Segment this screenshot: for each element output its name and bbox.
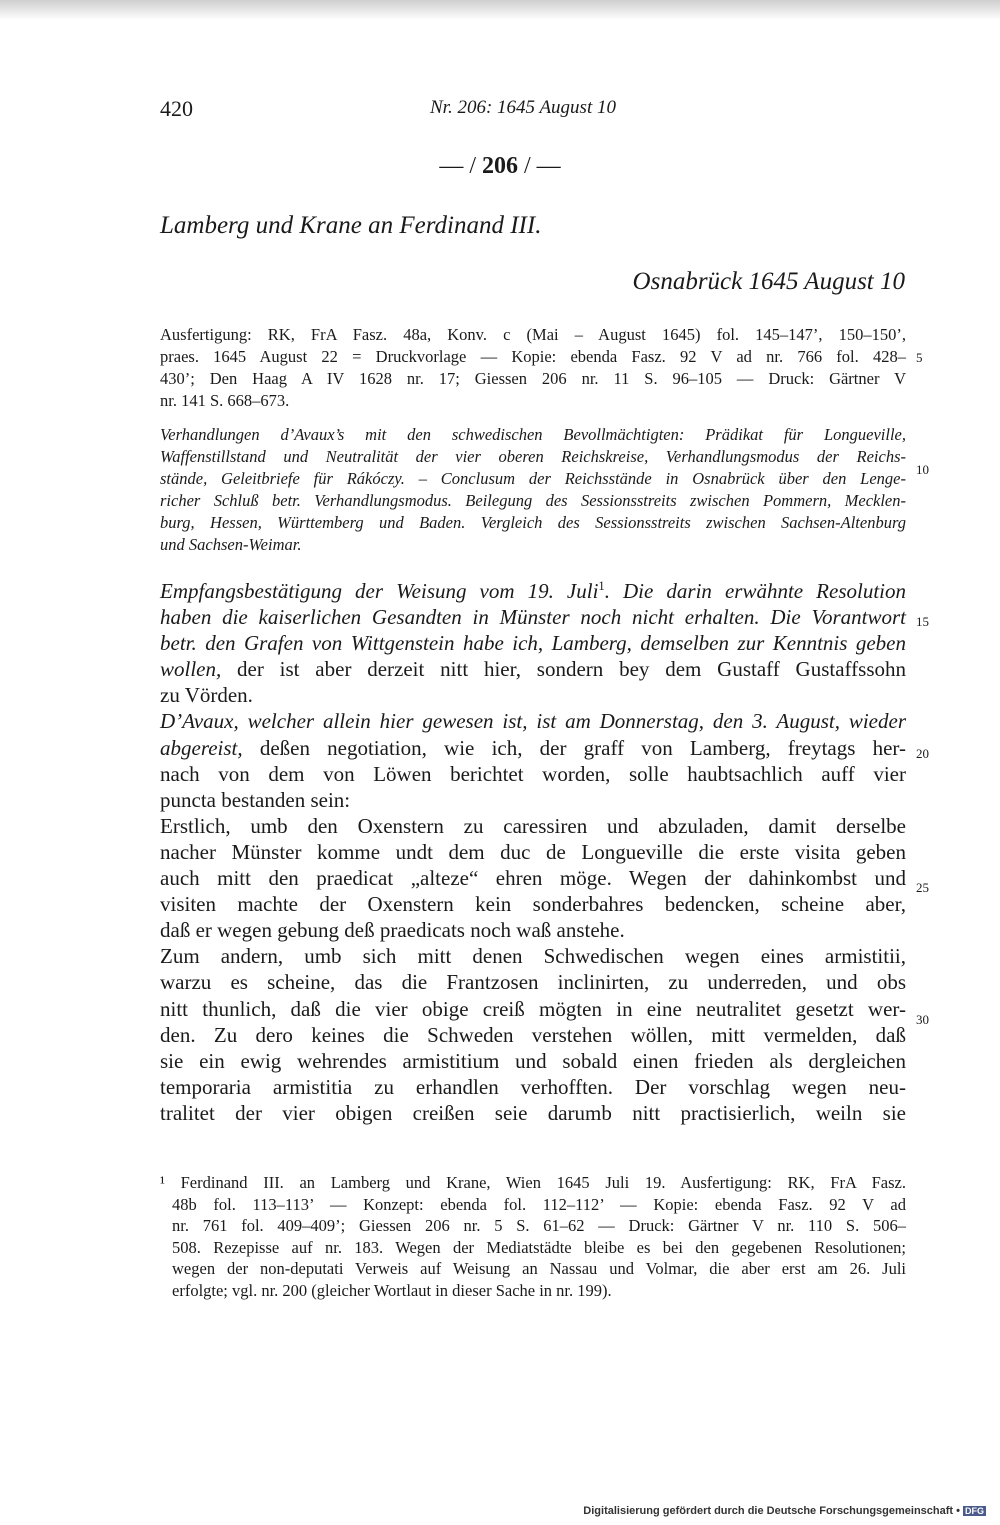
body-line: puncta bestanden sein: [160, 787, 351, 812]
body-line: nach von dem von Löwen berichtet worden, solle haubtsachlich auff vier [160, 761, 906, 786]
body-line: nitt thunlich, daß die vier obige creiß mögten in eine neutralitet gesetzt wer- [160, 996, 906, 1021]
regest-line: burg, Hessen, Württemberg und Baden. Vergleich des Sessionsstreits zwischen Sachsen-Altenburg [160, 513, 906, 532]
place-date: Osnabrück 1645 August 10 [632, 268, 905, 295]
body-line: D’Avaux, welcher allein hier gewesen ist, ist am Donnerstag, den 3. August, wieder [160, 709, 906, 734]
body-line: daß er wegen gebung deß praedicats noch waß anstehe. [160, 918, 625, 943]
line-number: 30 [916, 1012, 929, 1027]
body-line: Erstlich, umb den Oxenstern zu caressiren und abzuladen, damit derselbe [160, 813, 906, 838]
main-text [160, 578, 906, 1126]
body-line: betr. den Grafen von Wittgenstein habe ich, Lamberg, demselben zur Kenntnis geben [160, 631, 906, 656]
line-number: 5 [916, 350, 923, 365]
source-note-line: nr. 141 S. 668–673. [160, 391, 290, 410]
line-number: 10 [916, 462, 929, 477]
source-note-line: 430’; Den Haag A IV 1628 nr. 17; Giessen 206 nr. 11 S. 96–105 — Druck: Gärtner V [160, 369, 906, 388]
page-number: 420 [160, 96, 193, 121]
footnote-line: wegen der non-deputati Verweis auf Weisung an Nassau und Volmar, die aber erst am 26. Juli [172, 1259, 906, 1279]
body-line: auch mitt den praedicat „alteze“ ehren möge. Wegen der dahinkombst und [160, 866, 906, 891]
body-line: wollen, der ist aber derzeit nitt hier, sondern bey dem Gustaff Gustaffssohn [160, 657, 906, 682]
body-line: Zum andern, umb sich mitt denen Schwedischen wegen eines armistitii, [160, 944, 906, 969]
digitization-credit: Digitalisierung gefördert durch die Deutsche Forschungsgemeinschaft • DFG [583, 1505, 984, 1517]
source-note-line: praes. 1645 August 22 = Druckvorlage — Kopie: ebenda Fasz. 92 V ad nr. 766 fol. 428– [160, 347, 906, 366]
footnote-line: nr. 761 fol. 409–409’; Giessen 206 nr. 5 S. 61–62 — Druck: Gärtner V nr. 110 S. 506– [172, 1216, 906, 1236]
document-title: Lamberg und Krane an Ferdinand III. [160, 212, 542, 239]
regest-line: Waffenstillstand und Neutralität der vier oberen Reichskreise, Verhandlungsmodus der Reichs- [160, 447, 906, 466]
footnote-line: ¹ Ferdinand III. an Lamberg und Krane, Wien 1645 Juli 19. Ausfertigung: RK, FrA Fasz. [160, 1173, 906, 1192]
body-line: tralitet der vier obigen creißen seie darumb nitt practisierlich, weiln sie [160, 1100, 906, 1125]
footnote-line: erfolgte; vgl. nr. 200 (gleicher Wortlaut in dieser Sache in nr. 199). [172, 1280, 612, 1300]
regest [160, 424, 906, 556]
document-number: 206 [482, 153, 518, 179]
document-number-heading: — / 206 / — [439, 153, 561, 179]
source-note-line: Ausfertigung: RK, FrA Fasz. 48a, Konv. c (Mai – August 1645) fol. 145–147’, 150–150’, [160, 325, 906, 344]
body-line: Empfangsbestätigung der Weisung vom 19. Juli$^1$. Die darin erwähnte Resolution [160, 579, 906, 603]
body-line: sie ein ewig wehrendes armistitium und sobald einen frieden als dergleichen [160, 1048, 906, 1073]
body-line: zu Vörden. [160, 683, 253, 708]
footnote-line: 48b fol. 113–113’ — Konzept: ebenda fol. 112–112’ — Kopie: ebenda Fasz. 92 V ad [172, 1194, 906, 1214]
body-line: nacher Münster komme undt dem duc de Longueville die erste visita geben [160, 839, 906, 864]
dfg-logo: DFG [965, 1506, 984, 1516]
body-line: haben die kaiserlichen Gesandten in Münster noch nicht erhalten. Die Vorantwort [160, 605, 906, 630]
body-line: warzu es scheine, das die Frantzosen inclinirten, zu underreden, und obs [160, 970, 906, 995]
scan-edge-shadow [0, 0, 1000, 20]
body-line: visiten machte der Oxenstern kein sonderbahres bedencken, scheine aber, [160, 892, 906, 917]
regest-line: stände, Geleitbriefe für Rákóczy. – Conclusum der Reichsstände in Osnabrück über den Lenge- [160, 469, 906, 488]
line-number: 15 [916, 614, 929, 629]
line-number: 25 [916, 880, 929, 895]
footnote [160, 1172, 906, 1302]
body-line: temporaria armistitia zu erhandlen verhofften. Der vorschlag wegen neu- [160, 1074, 906, 1099]
running-head: Nr. 206: 1645 August 10 [430, 97, 616, 118]
footnote-marker[interactable]: 1 [598, 579, 605, 593]
line-number: 20 [916, 746, 929, 761]
footnote-line: 508. Rezepisse auf nr. 183. Wegen der Mediatstädte bleibe es bei den gegebenen Resolutionen; [172, 1237, 906, 1257]
regest-line: und Sachsen-Weimar. [160, 535, 302, 554]
body-line: abgereist, deßen negotiation, wie ich, der graff von Lamberg, freytags her- [160, 735, 906, 760]
source-note [160, 324, 906, 412]
regest-line: richer Schluß betr. Verhandlungsmodus. Beilegung des Sessionsstreits zwischen Pommern, Mecklen- [160, 491, 906, 510]
body-line: den. Zu dero keines die Schweden verstehen wöllen, mitt vermelden, daß [160, 1022, 906, 1047]
regest-line: Verhandlungen d’Avaux’s mit den schwedischen Bevollmächtigten: Prädikat für Longueville, [160, 425, 906, 444]
